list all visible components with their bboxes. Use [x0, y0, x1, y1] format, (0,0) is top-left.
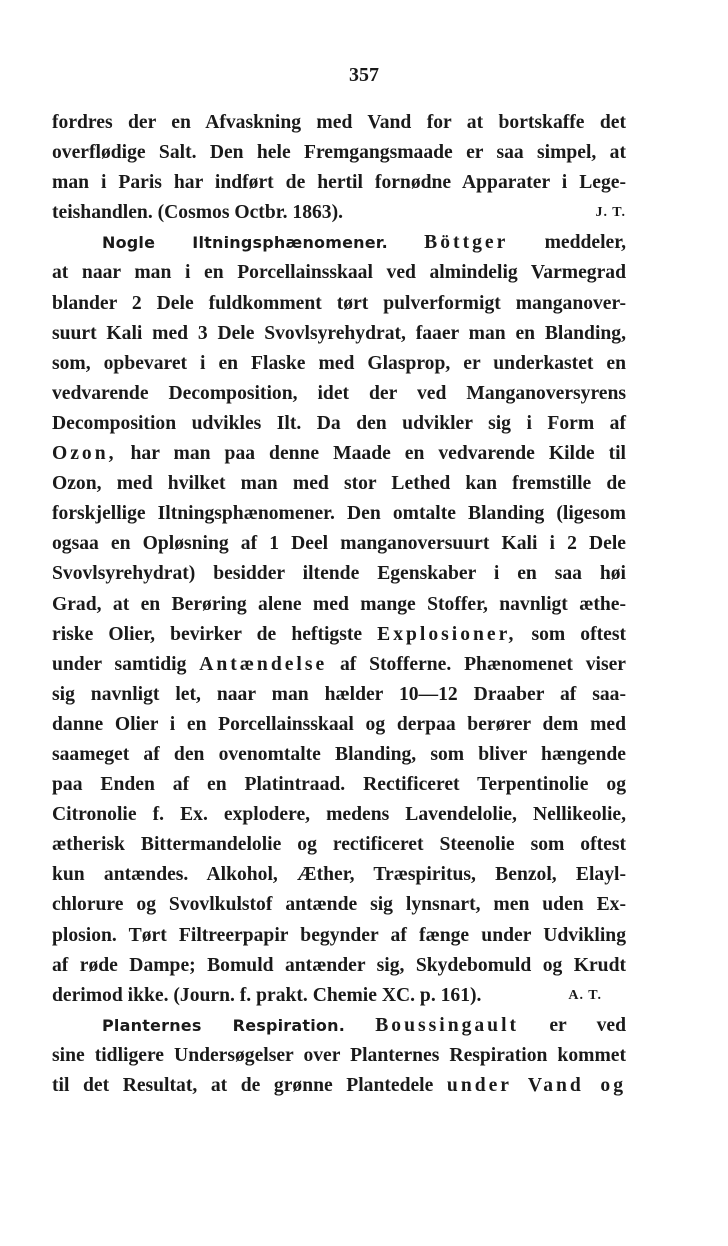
text-line: suurt Kali med 3 Dele Svovlsyrehydrat, faaer man en Blanding, [52, 322, 626, 344]
text-fragment: af Stofferne. Phænomenet viser [340, 653, 626, 675]
text-line: som, opbevaret i en Flaske med Glasprop, er underkastet en [52, 352, 626, 374]
text-fragment: er ved [549, 1014, 626, 1036]
text-line: sine tidligere Undersøgelser over Planternes Respiration kommet [52, 1044, 626, 1066]
text-line: vedvarende Decomposition, idet der ved Manganoversyrens [52, 382, 626, 404]
text-line [52, 1071, 626, 1101]
text-fragment: riske Olier, bevirker de heftigste [52, 623, 363, 645]
text-line: at naar man i en Porcellainsskaal ved almindelig Varmegrad [52, 262, 626, 284]
section-heading-line [52, 1011, 626, 1041]
section-heading-line [52, 228, 626, 258]
text-line [52, 439, 626, 469]
signature: A. T. [568, 987, 602, 1003]
text-line: ogsaa en Opløsning af 1 Deel manganoversuurt Kali i 2 Dele [52, 533, 626, 555]
text-fragment: meddeler, [544, 232, 627, 254]
text-line: blander 2 Dele fuldkomment tørt pulverformigt manganover- [52, 292, 626, 314]
text-line: af røde Dampe; Bomuld antænder sig, Skydebomuld og Krudt [52, 954, 626, 976]
text-line: Ozon, med hvilket man med stor Lethed kan fremstille de [52, 473, 626, 495]
section-heading: Nogle Iltningsphænomener. [102, 233, 388, 253]
text-fragment: til det Resultat, at de grønne Plantedele [52, 1075, 434, 1096]
section-heading: Planternes Respiration. [102, 1015, 345, 1035]
emphasized-word: Explosioner, [377, 623, 517, 645]
text-line: plosion. Tørt Filtreerpapir begynder af fænge under Udvikling [52, 924, 626, 946]
text-line: danne Olier i en Porcellainsskaal og derpaa berører dem med [52, 713, 626, 735]
text-line: Svovlsyrehydrat) besidder iltende Egenskaber i en saa høi [52, 563, 626, 585]
text-fragment: har man paa denne Maade en vedvarende Kilde til [130, 443, 626, 465]
text-fragment: under samtidig [52, 653, 187, 675]
text-line: overflødige Salt. Den hele Fremgangsmaade er saa simpel, at [52, 142, 626, 164]
signature: J. T. [595, 205, 626, 221]
text-line: fordres der en Afvaskning med Vand for at bortskaffe det [52, 112, 626, 133]
text-line [52, 620, 626, 650]
text-line: ætherisk Bittermandelolie og rectificeret Steenolie som oftest [52, 834, 626, 856]
text-line [52, 650, 626, 680]
text-line: saameget af den ovenomtalte Blanding, som bliver hængende [52, 743, 626, 765]
text-line: kun antændes. Alkohol, Æther, Træspiritus, Benzol, Elayl- [52, 864, 626, 886]
emphasized-word: Antændelse [199, 653, 328, 675]
text-line: chlorure og Svovlkulstof antænde sig lynsnart, men uden Ex- [52, 894, 626, 916]
emphasized-word: under Vand og [446, 1075, 626, 1096]
text-line [52, 198, 626, 228]
author-name: Böttger [424, 232, 509, 254]
text-fragment: som oftest [531, 623, 626, 645]
text-line: sig navnligt let, naar man hælder 10—12 Draaber af saa- [52, 683, 626, 705]
author-name: Boussingault [375, 1014, 520, 1036]
body-text [52, 108, 626, 1101]
text-line: Citronolie f. Ex. explodere, medens Lavendelolie, Nellikeolie, [52, 804, 626, 826]
text-line: man i Paris har indført de hertil fornødne Apparater i Lege- [52, 172, 626, 194]
citation: derimod ikke. (Journ. f. prakt. Chemie XC. p. 161). [52, 984, 482, 1006]
emphasized-word: Ozon, [52, 443, 117, 465]
text-line: forskjellige Iltningsphænomener. Den omtalte Blanding (ligesom [52, 503, 626, 525]
text-line: Decomposition udvikles Ilt. Da den udvikler sig i Form af [52, 412, 626, 434]
page-number: 357 [349, 64, 379, 86]
text-line: paa Enden af en Platintraad. Rectificeret Terpentinolie og [52, 774, 626, 796]
text-line: Grad, at en Berøring alene med mange Stoffer, navnligt æthe- [52, 593, 626, 615]
text-line [52, 981, 626, 1011]
citation: teishandlen. (Cosmos Octbr. 1863). [52, 202, 344, 224]
